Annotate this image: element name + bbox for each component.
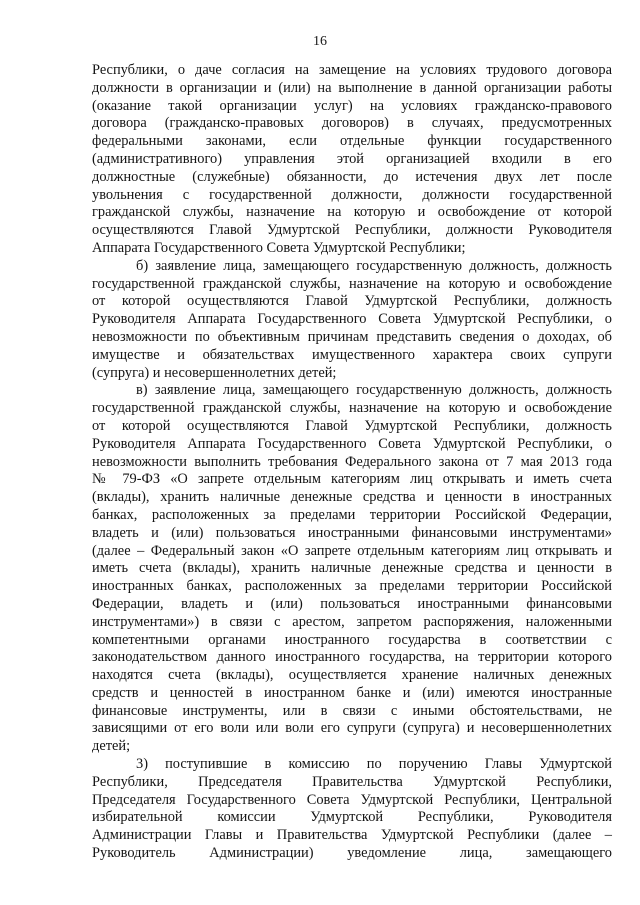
text-line: Аппарата Государственного Совета Удмуртской Республики;: [92, 239, 466, 256]
text-line: средств и ценностей в иностранном банке и (или) имеются иностранные: [92, 684, 612, 701]
text-line: от которой осуществляются Главой Удмуртской Республики, должность: [92, 417, 612, 434]
text-line: (супруга) и несовершеннолетних детей;: [92, 364, 337, 381]
text-line: б) заявление лица, замещающего государственную должность, должность: [136, 257, 612, 274]
text-line: осуществляются Главой Удмуртской Республики, должности Руководителя: [92, 222, 612, 239]
text-line: зависящими от его воли или воли его супруги (супруга) и несовершеннолетних: [92, 720, 612, 737]
text-line: 3) поступившие в комиссию по поручению Главы Удмуртской: [136, 756, 612, 773]
text-line: Федерации, владеть и (или) пользоваться иностранными финансовыми: [92, 595, 612, 612]
text-line: законодательством данного иностранного государства, на территории которого: [92, 649, 612, 666]
page-number: 16: [313, 34, 327, 49]
text-line: компетентными органами иностранного государства в соответствии с: [92, 631, 612, 648]
text-line: детей;: [92, 738, 131, 755]
text-line: (вклады), хранить наличные денежные средства и ценности в иностранных: [92, 489, 612, 506]
text-line: увольнения с государственной должности, должности государственной: [92, 186, 612, 203]
text-line: (далее – Федеральный закон «О запрете отдельным категориям лиц открывать и: [92, 542, 612, 559]
text-line: федеральными законами, если отдельные функции государственного: [92, 133, 612, 150]
text-line: (административного) управления этой организацией входили в его: [92, 150, 612, 167]
text-line: инструментами») в связи с арестом, запретом распоряжения, наложенными: [92, 613, 612, 630]
text-line: Администрации Главы и Правительства Удмуртской Республики (далее –: [92, 827, 612, 844]
text-line: в) заявление лица, замещающего государственную должность, должность: [136, 382, 612, 399]
text-line: имуществе и обязательствах имущественного характера своих супруги: [92, 346, 612, 363]
text-line: договора (гражданско-правовых договоров) в случаях, предусмотренных: [92, 115, 612, 132]
text-line: находятся счета (вклады), осуществляется хранение наличных денежных: [92, 667, 612, 684]
text-line: Председателя Государственного Совета Удмуртской Республики, Центральной: [92, 791, 612, 808]
text-line: государственной гражданской службы, назначение на которую и освобождение: [92, 275, 612, 292]
text-line: избирательной комиссии Удмуртской Республики, Руководителя: [92, 809, 612, 826]
text-line: от которой осуществляются Главой Удмуртской Республики, должность: [92, 293, 612, 310]
text-line: банках, расположенных за пределами территории Российской Федерации,: [92, 506, 612, 523]
text-line: невозможности по объективным причинам представить сведения о доходах, об: [92, 328, 612, 345]
text-line: финансовые инструменты, или в связи с иными обстоятельствами, не: [92, 702, 612, 719]
text-line: Руководитель Администрации) уведомление лица, замещающего: [92, 845, 612, 862]
text-line: гражданской службы, назначение на которую и освобождение от которой: [92, 204, 612, 221]
text-line: Руководителя Аппарата Государственного Совета Удмуртской Республики, о: [92, 311, 612, 328]
text-line: № 79-ФЗ «О запрете отдельным категориям лиц открывать и иметь счета: [92, 471, 612, 488]
text-line: владеть и (или) пользоваться иностранными финансовыми инструментами»: [92, 524, 612, 541]
document-body: [92, 62, 612, 863]
text-line: иметь счета (вклады), хранить наличные денежные средства и ценности в: [92, 560, 612, 577]
text-line: Руководителя Аппарата Государственного Совета Удмуртской Республики, о: [92, 435, 612, 452]
text-line: иностранных банках, расположенных за пределами территории Российской: [92, 578, 612, 595]
text-line: невозможности выполнить требования Федерального закона от 7 мая 2013 года: [92, 453, 612, 470]
text-line: должности в организации и (или) на выполнение в данной организации работы: [92, 79, 612, 96]
text-line: должностные (служебные) обязанности, до истечения двух лет после: [92, 168, 612, 185]
text-line: (оказание такой организации услуг) на условиях гражданско-правового: [92, 97, 612, 114]
text-line: Республики, Председателя Правительства Удмуртской Республики,: [92, 773, 612, 790]
text-line: Республики, о даче согласия на замещение на условиях трудового договора: [92, 62, 612, 78]
text-line: государственной гражданской службы, назначение на которую и освобождение: [92, 400, 612, 417]
